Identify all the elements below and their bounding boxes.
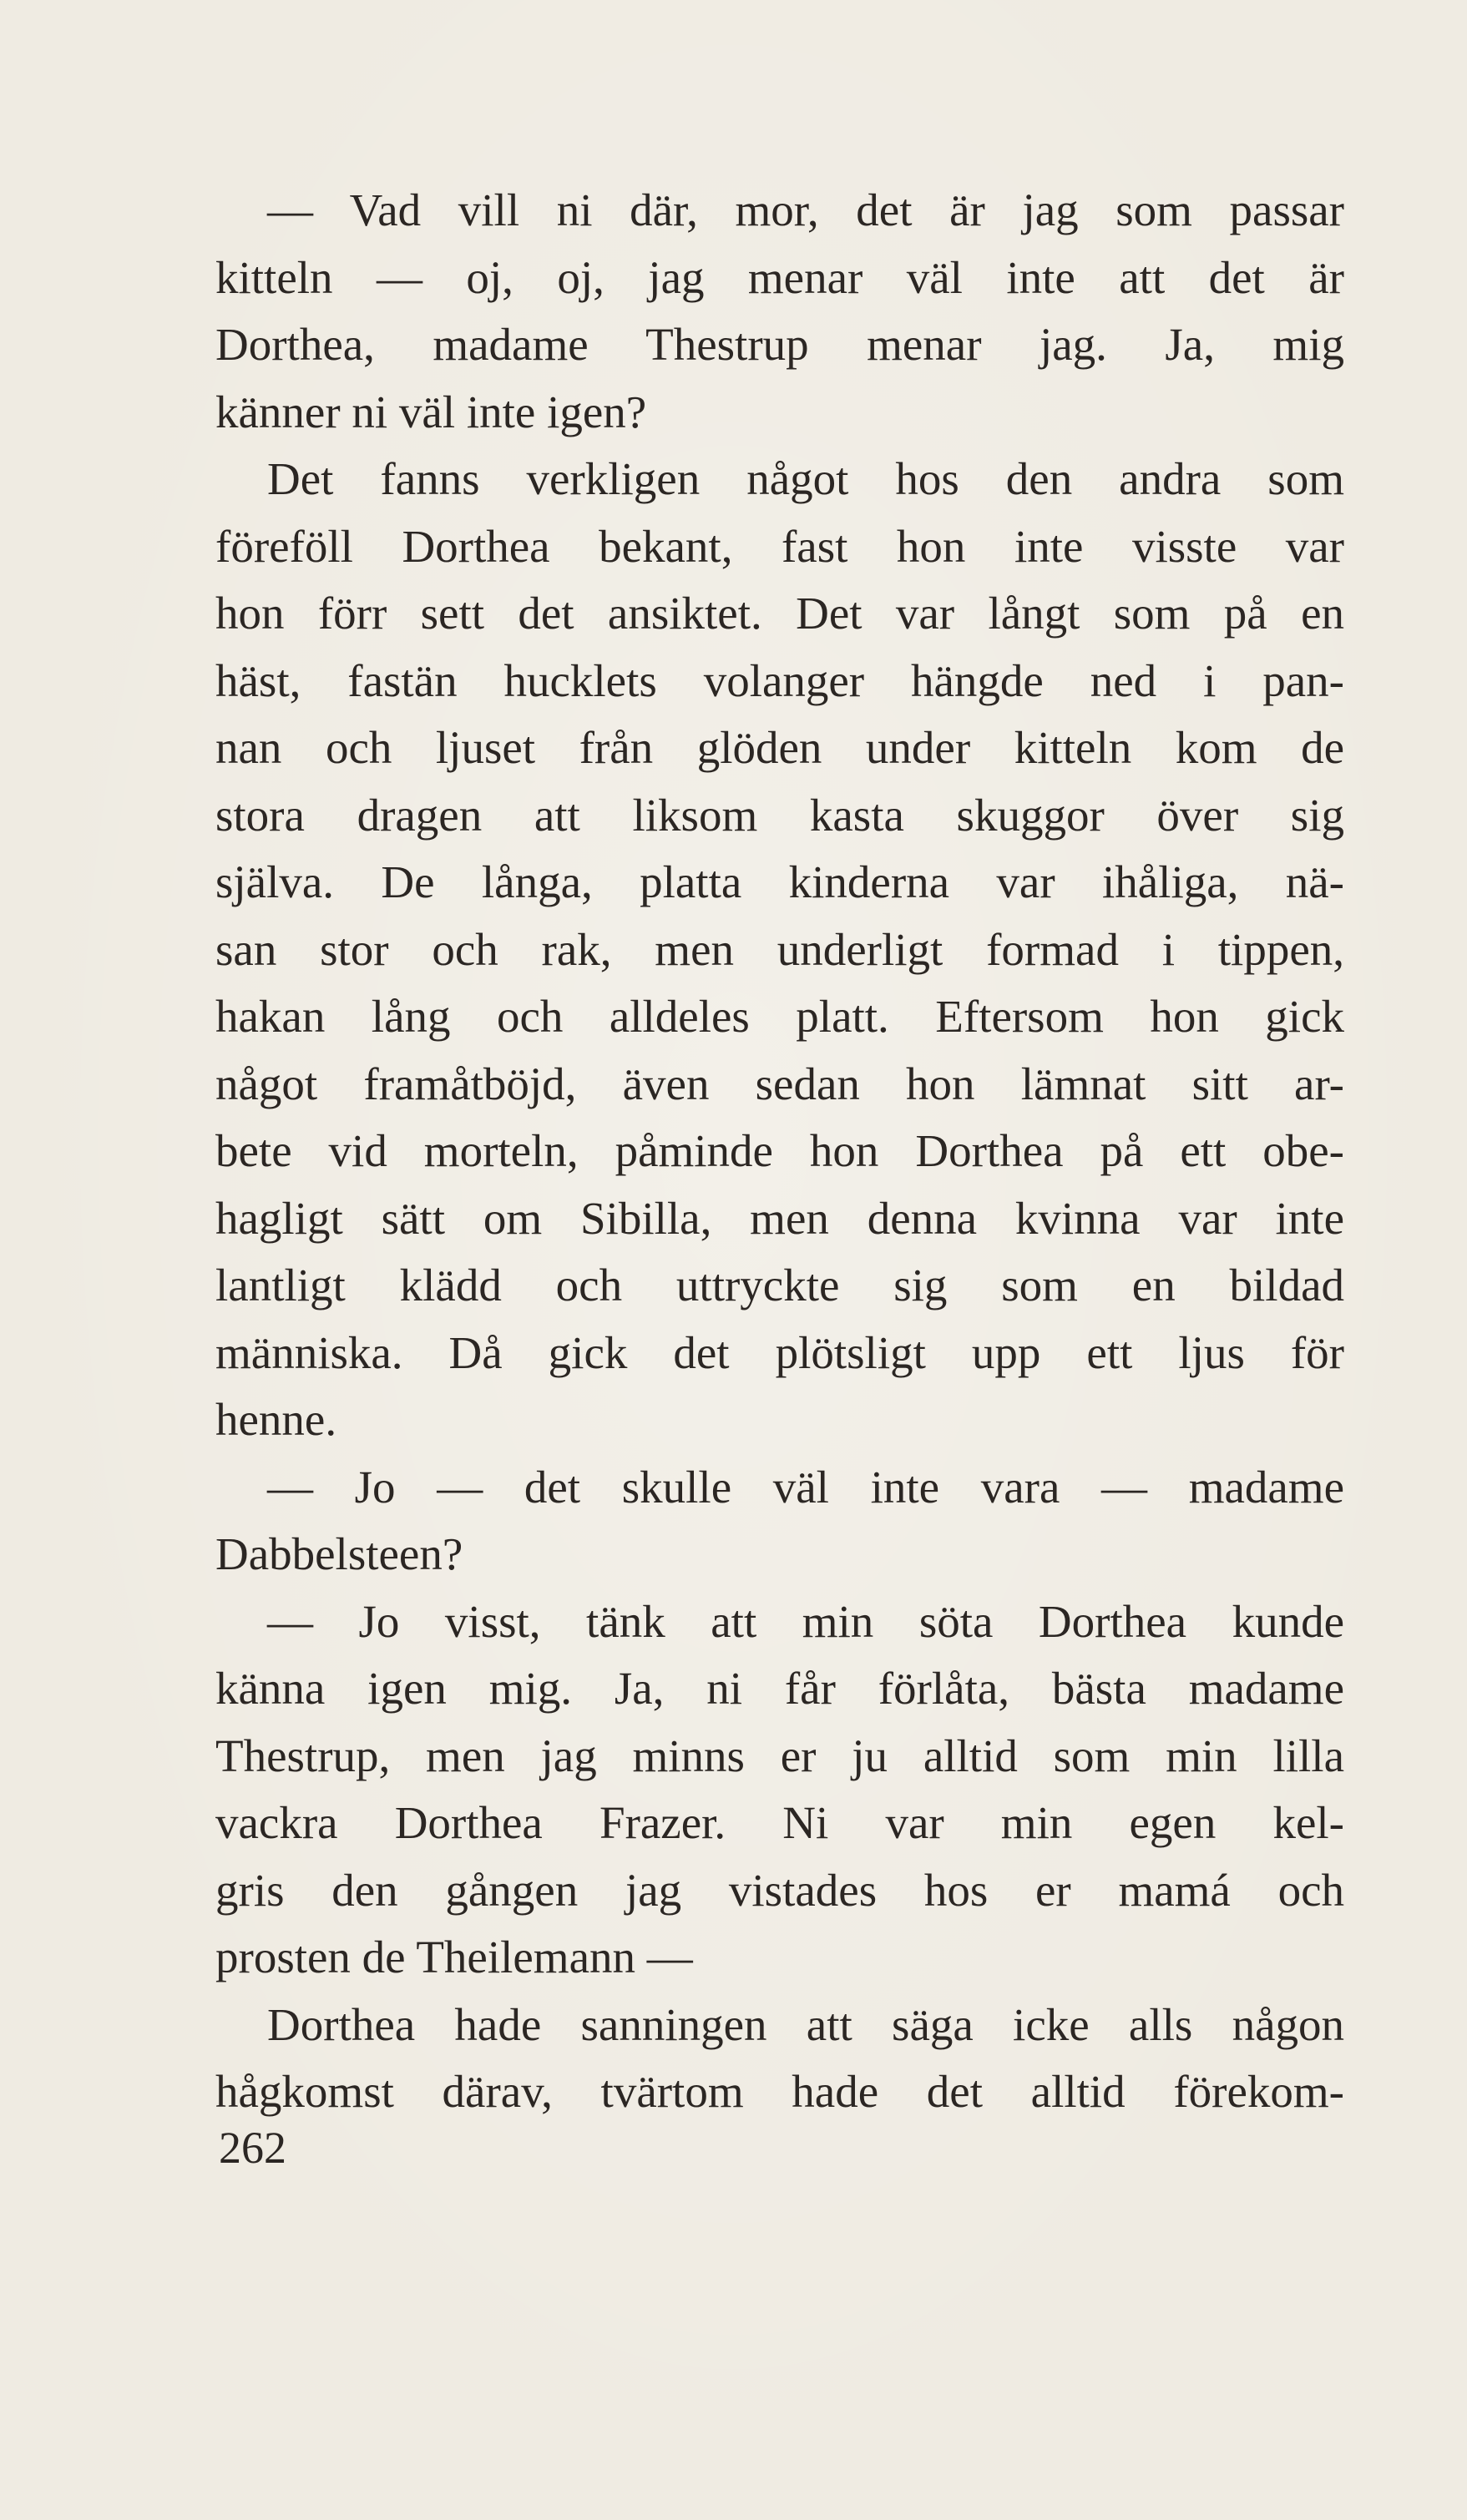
text-line: gris den gången jag vistades hos er mamá och	[215, 1864, 1344, 1916]
text-line: något framåtböjd, även sedan hon lämnat sitt ar-	[215, 1058, 1344, 1109]
text-line: Dorthea hade sanningen att säga icke alls någon	[267, 1998, 1344, 2050]
page-number: 262	[219, 2123, 286, 2173]
text-line: Det fanns verkligen något hos den andra som	[267, 453, 1344, 504]
text-line: henne.	[215, 1394, 337, 1445]
text-line: själva. De långa, platta kinderna var ihåliga, nä-	[215, 856, 1344, 907]
text-line: prosten de Theilemann —	[215, 1932, 693, 1982]
text-line: hakan lång och alldeles platt. Eftersom hon gick	[215, 991, 1344, 1042]
text-line: bete vid morteln, påminde hon Dorthea på ett obe-	[215, 1125, 1344, 1176]
text-line: Dabbelsteen?	[215, 1528, 463, 1579]
text-line: föreföll Dorthea bekant, fast hon inte visste var	[215, 520, 1344, 572]
text-line: — Vad vill ni där, mor, det är jag som passar	[267, 184, 1344, 235]
text-line: vackra Dorthea Frazer. Ni var min egen kel-	[215, 1797, 1344, 1848]
text-line: — Jo visst, tänk att min söta Dorthea kunde	[267, 1595, 1344, 1647]
text-line: — Jo — det skulle väl inte vara — madame	[267, 1461, 1344, 1513]
text-line: hagligt sätt om Sibilla, men denna kvinna var inte	[215, 1192, 1344, 1244]
text-line: kitteln — oj, oj, jag menar väl inte att det är	[215, 251, 1344, 303]
text-line: känna igen mig. Ja, ni får förlåta, bästa madame	[215, 1663, 1344, 1714]
text-line: hon förr sett det ansiktet. Det var långt som på en	[215, 588, 1344, 639]
text-line: känner ni väl inte igen?	[215, 386, 647, 437]
text-line: nan och ljuset från glöden under kitteln kom de	[215, 722, 1344, 773]
text-line: san stor och rak, men underligt formad i tippen,	[215, 923, 1344, 975]
text-line: stora dragen att liksom kasta skuggor över sig	[215, 789, 1344, 841]
text-line: Dorthea, madame Thestrup menar jag. Ja, mig	[215, 319, 1344, 370]
text-line: hågkomst därav, tvärtom hade det alltid förekom-	[215, 2066, 1344, 2117]
text-line: häst, fastän hucklets volanger hängde ned i pan-	[215, 654, 1344, 706]
text-line: Thestrup, men jag minns er ju alltid som min lilla	[215, 1730, 1344, 1781]
body-text	[215, 177, 1344, 2126]
text-line: människa. Då gick det plötsligt upp ett ljus för	[215, 1326, 1344, 1378]
text-line: lantligt klädd och uttryckte sig som en bildad	[215, 1260, 1344, 1311]
